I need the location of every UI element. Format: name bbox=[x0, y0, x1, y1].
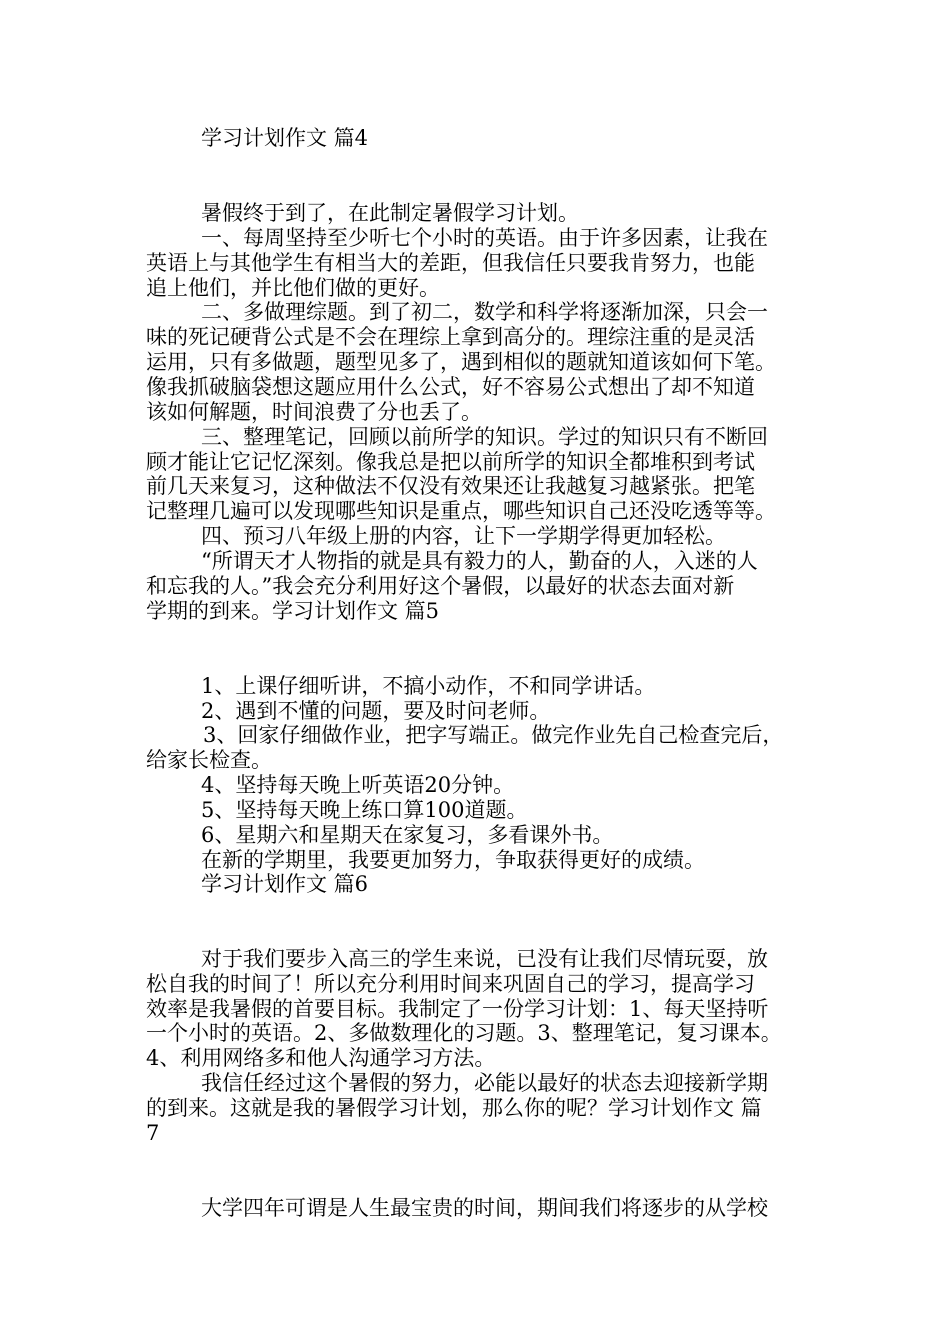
paragraph-line: 的到来。这就是我的暑假学习计划，那么你的呢？学习计划作文 篇 bbox=[146, 1096, 762, 1120]
paragraph-line: 二、多做理综题。到了初二，数学和科学将逐渐加深，只会一 bbox=[201, 300, 768, 324]
paragraph-line: 我信任经过这个暑假的努力，必能以最好的状态去迎接新学期 bbox=[201, 1071, 768, 1095]
list-item: 1、上课仔细听讲，不搞小动作，不和同学讲话。 bbox=[201, 674, 656, 698]
section-heading: 学习计划作文 篇4 bbox=[201, 126, 369, 150]
paragraph-line: 味的死记硬背公式是不会在理综上拿到高分的。理综注重的是灵活 bbox=[146, 325, 755, 349]
list-item: 5、坚持每天晚上练口算100道题。 bbox=[201, 798, 528, 822]
paragraph-line: 顾才能让它记忆深刻。像我总是把以前所学的知识全都堆积到考试 bbox=[146, 450, 755, 474]
paragraph-line: 松自我的时间了！所以充分利用时间来巩固自己的学习，提高学习 bbox=[146, 972, 755, 996]
paragraph-line: 4、利用网络多和他人沟通学习方法。 bbox=[146, 1046, 496, 1070]
list-item: 2、遇到不懂的问题，要及时问老师。 bbox=[201, 699, 551, 723]
paragraph-line: 一、每周坚持至少听七个小时的英语。由于许多因素，让我在 bbox=[201, 226, 768, 250]
section-heading: 7 bbox=[146, 1121, 160, 1145]
quote-line: “所谓天才人物指的就是具有毅力的人，勤奋的人，入迷的人 bbox=[201, 549, 758, 573]
list-item: 3、回家仔细做作业，把字写端正。做完作业先自己检查完后， bbox=[203, 723, 784, 747]
paragraph-line: 一个小时的英语。2、多做数理化的习题。3、整理笔记，复习课本。 bbox=[146, 1021, 782, 1045]
paragraph-line: 该如何解题，时间浪费了分也丢了。 bbox=[146, 400, 482, 424]
paragraph-line: 运用，只有多做题，题型见多了，遇到相似的题就知道该如何下笔。 bbox=[146, 350, 776, 374]
paragraph-line: 和忘我的人。”我会充分利用好这个暑假，以最好的状态去面对新 bbox=[146, 574, 735, 598]
list-item: 给家长检查。 bbox=[146, 748, 272, 772]
paragraph-line: 四、预习八年级上册的内容，让下一学期学得更加轻松。 bbox=[201, 524, 726, 548]
section-heading: 学习计划作文 篇6 bbox=[201, 872, 369, 896]
paragraph-line: 像我抓破脑袋想这题应用什么公式，好不容易公式想出了却不知道 bbox=[146, 375, 755, 399]
paragraph-line: 记整理几遍可以发现哪些知识是重点，哪些知识自己还没吃透等等。 bbox=[146, 499, 776, 523]
paragraph-line: 大学四年可谓是人生最宝贵的时间，期间我们将逐步的从学校 bbox=[201, 1196, 768, 1220]
paragraph-line: 暑假终于到了，在此制定暑假学习计划。 bbox=[201, 201, 579, 225]
paragraph-line: 前几天来复习，这种做法不仅没有效果还让我越复习越紧张。把笔 bbox=[146, 474, 755, 498]
list-item: 6、星期六和星期天在家复习，多看课外书。 bbox=[201, 823, 614, 847]
paragraph-line: 对于我们要步入高三的学生来说，已没有让我们尽情玩耍，放 bbox=[201, 947, 768, 971]
paragraph-line: 三、整理笔记，回顾以前所学的知识。学过的知识只有不断回 bbox=[201, 425, 768, 449]
paragraph-line: 学期的到来。学习计划作文 篇5 bbox=[146, 599, 440, 623]
paragraph-line: 在新的学期里，我要更加努力，争取获得更好的成绩。 bbox=[201, 848, 705, 872]
paragraph-line: 追上他们，并比他们做的更好。 bbox=[146, 276, 440, 300]
list-item: 4、坚持每天晚上听英语20分钟。 bbox=[201, 773, 515, 797]
paragraph-line: 效率是我暑假的首要目标。我制定了一份学习计划：1、每天坚持听 bbox=[146, 997, 769, 1021]
paragraph-line: 英语上与其他学生有相当大的差距，但我信任只要我肯努力，也能 bbox=[146, 251, 755, 275]
